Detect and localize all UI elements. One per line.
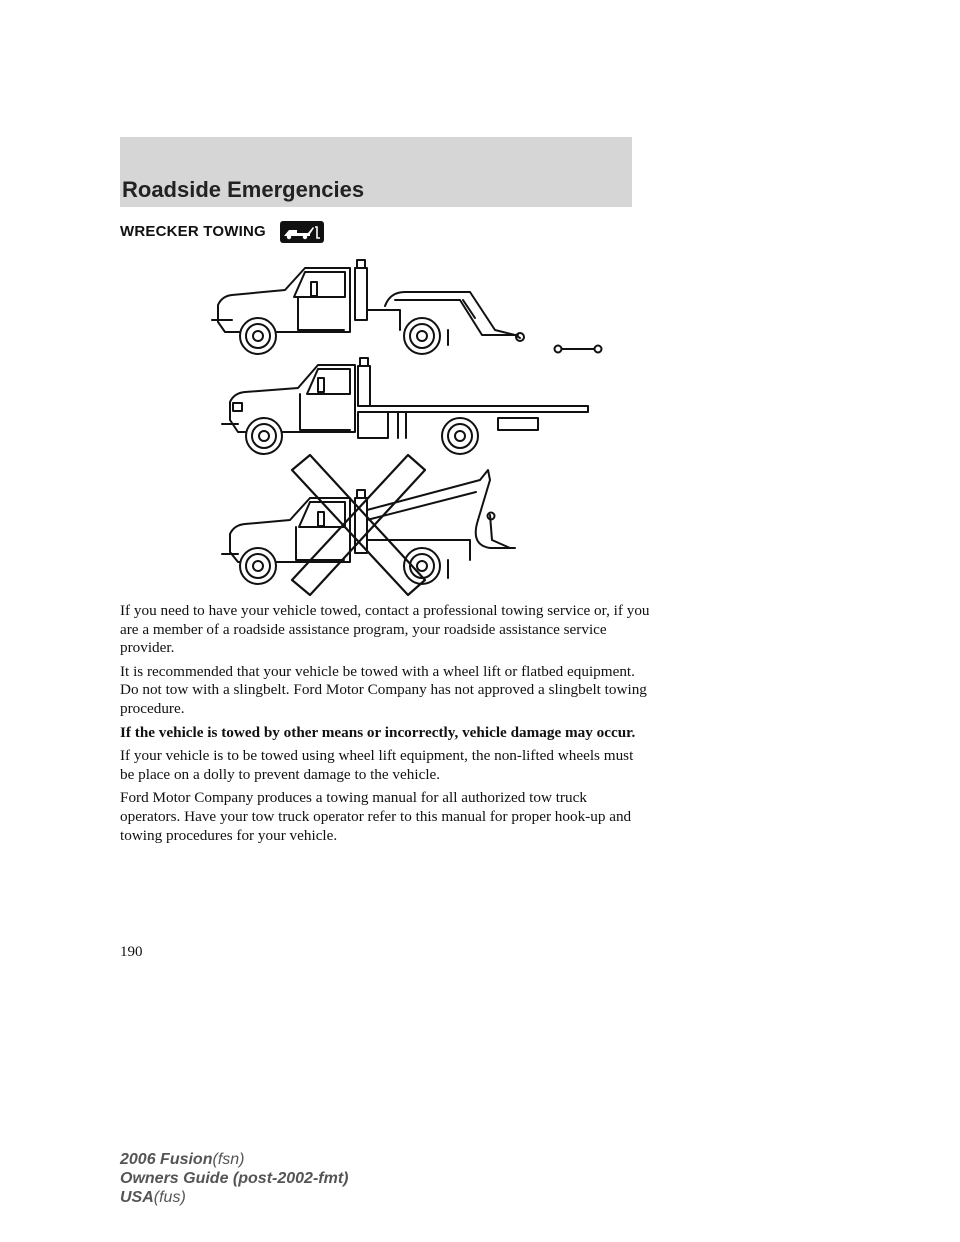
footer-model-code: (fsn) [212, 1151, 245, 1168]
section-heading: WRECKER TOWING [120, 223, 266, 240]
tow-dolly-bar [555, 346, 602, 353]
paragraph-recommendation: It is recommended that your vehicle be towed with a wheel lift or flatbed equipment. Do not tow with a slingbelt. Ford Motor Company has not approved a slingbelt towing procedure. [120, 662, 647, 717]
flatbed-truck [222, 358, 588, 454]
footer-market-code: (fus) [153, 1189, 186, 1206]
paragraph-contact-service: If you need to have your vehicle towed, contact a professional towing service or, if you are a member of a roadside assistance program, your roadside assistance service provider. [120, 602, 650, 657]
body-text [120, 602, 650, 850]
tow-truck-icon [280, 221, 324, 243]
towing-methods-illustration [200, 255, 620, 600]
footer-market: USA [120, 1189, 154, 1206]
paragraph-warning: If the vehicle is towed by other means or incorrectly, vehicle damage may occur. [120, 723, 636, 741]
paragraph-towing-manual: Ford Motor Company produces a towing manual for all authorized tow truck operators. Have your tow truck operator refer to this manual for proper hook-up and towing procedures for your vehicle. [120, 789, 632, 844]
document-footer [120, 1150, 348, 1207]
footer-model: 2006 Fusion [120, 1151, 213, 1168]
paragraph-dolly: If your vehicle is to be towed using wheel lift equipment, the non-lifted wheels must be place on a dolly to prevent damage to the vehicle. [120, 747, 634, 783]
page-number: 190 [120, 944, 143, 960]
footer-guide: Owners Guide (post-2002-fmt) [120, 1170, 349, 1187]
chapter-title: Roadside Emergencies [122, 177, 365, 202]
wheel-lift-truck [212, 260, 524, 354]
slingbelt-truck [222, 470, 515, 584]
